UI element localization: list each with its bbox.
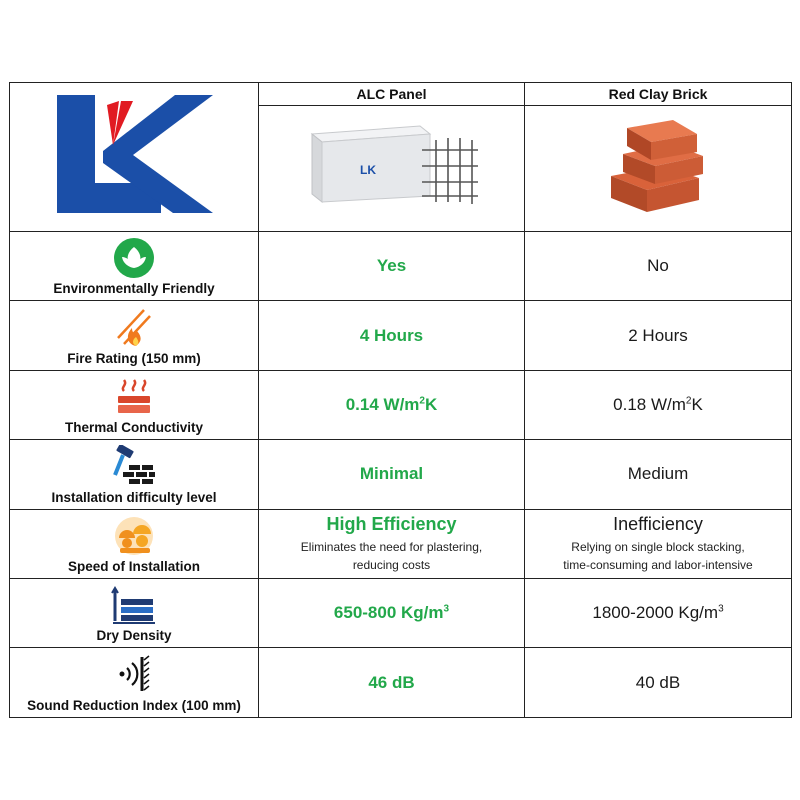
alc-value: 4 Hours (259, 301, 525, 370)
row-label: Fire Rating (150 mm) (67, 350, 201, 366)
svg-text:LK: LK (359, 163, 376, 178)
brick-value: 40 dB (525, 648, 792, 718)
heat-icon (114, 377, 154, 417)
brick-value: Inefficiency Relying on single block stacking, time-consuming and labor-intensive (525, 509, 792, 578)
alc-value: 0.14 $W/m^2K$ (259, 370, 525, 439)
alc-value: 46 dB (259, 648, 525, 718)
sound-icon (114, 654, 154, 694)
row-label: Installation difficulty level (51, 489, 217, 505)
row-label: Sound Reduction Index (100 mm) (27, 698, 241, 713)
row-density-label-cell (10, 579, 259, 648)
header-red-clay-brick: Red Clay Brick (525, 83, 792, 106)
alc-value: Minimal (259, 440, 525, 509)
brick-value: No (525, 231, 792, 300)
alc-value: 650-800 $Kg/m^3$ (259, 579, 525, 648)
comparison-table (9, 82, 792, 718)
alc-panel-image (259, 106, 525, 232)
alc-value: Yes (259, 231, 525, 300)
header-alc-panel: ALC Panel (259, 83, 525, 106)
row-label: Environmentally Friendly (53, 281, 215, 297)
brick-value: Medium (525, 440, 792, 509)
density-icon (111, 585, 157, 625)
brick-value: 2 Hours (525, 301, 792, 370)
logo-cell (10, 83, 259, 232)
row-label: Speed of Installation (67, 559, 200, 575)
row-speed-label-cell (10, 509, 259, 578)
fire-icon (114, 306, 154, 348)
leaf-icon (113, 237, 155, 279)
red-clay-brick-image (525, 106, 792, 232)
row-environment-label-cell (10, 231, 259, 300)
row-installation-label-cell (10, 440, 259, 509)
alc-value: High Efficiency Eliminates the need for plastering, reducing costs (259, 509, 525, 578)
lk-logo (49, 91, 219, 219)
row-label: Dry Density (96, 628, 172, 644)
brick-value: 0.18 $W/m^2K$ (525, 370, 792, 439)
row-label: Thermal Conductivity (64, 420, 204, 436)
row-thermal-label-cell (10, 370, 259, 439)
hammer-bricks-icon (111, 445, 157, 487)
row-sound-label-cell (10, 648, 259, 718)
brick-value: 1800-2000 $Kg/m^3$ (525, 579, 792, 648)
workers-icon (113, 516, 155, 556)
row-fire-label-cell (10, 301, 259, 370)
